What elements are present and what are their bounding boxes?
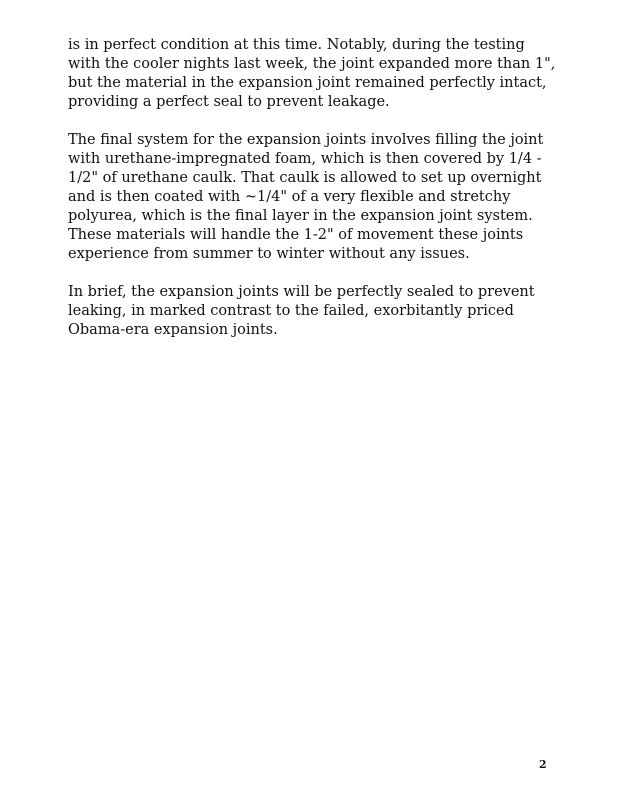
- text-line: leaking, in marked contrast to the failed, exorbitantly priced: [68, 303, 514, 319]
- body-text: [68, 36, 558, 359]
- page-number: 2: [539, 758, 547, 771]
- text-line: providing a perfect seal to prevent leakage.: [68, 94, 390, 110]
- text-line: with the cooler nights last week, the joint expanded more than 1",: [68, 56, 556, 72]
- text-line: The final system for the expansion joints involves filling the joint: [68, 132, 544, 148]
- paragraph-testing-results: [68, 36, 558, 112]
- text-line: These materials will handle the 1-2" of movement these joints: [68, 227, 524, 243]
- paragraph-summary: [68, 283, 558, 340]
- text-line: Obama-era expansion joints.: [68, 322, 278, 338]
- text-line: 1/2" of urethane caulk. That caulk is allowed to set up overnight: [68, 170, 542, 186]
- text-line: and is then coated with ~1/4" of a very flexible and stretchy: [68, 189, 511, 205]
- text-line: with urethane-impregnated foam, which is then covered by 1/4 -: [68, 151, 542, 167]
- text-line: experience from summer to winter without any issues.: [68, 246, 470, 262]
- paragraph-final-system: [68, 131, 558, 264]
- text-line: In brief, the expansion joints will be perfectly sealed to prevent: [68, 284, 535, 300]
- text-line: but the material in the expansion joint remained perfectly intact,: [68, 75, 547, 91]
- text-line: polyurea, which is the final layer in the expansion joint system.: [68, 208, 533, 224]
- text-line: is in perfect condition at this time. Notably, during the testing: [68, 37, 525, 53]
